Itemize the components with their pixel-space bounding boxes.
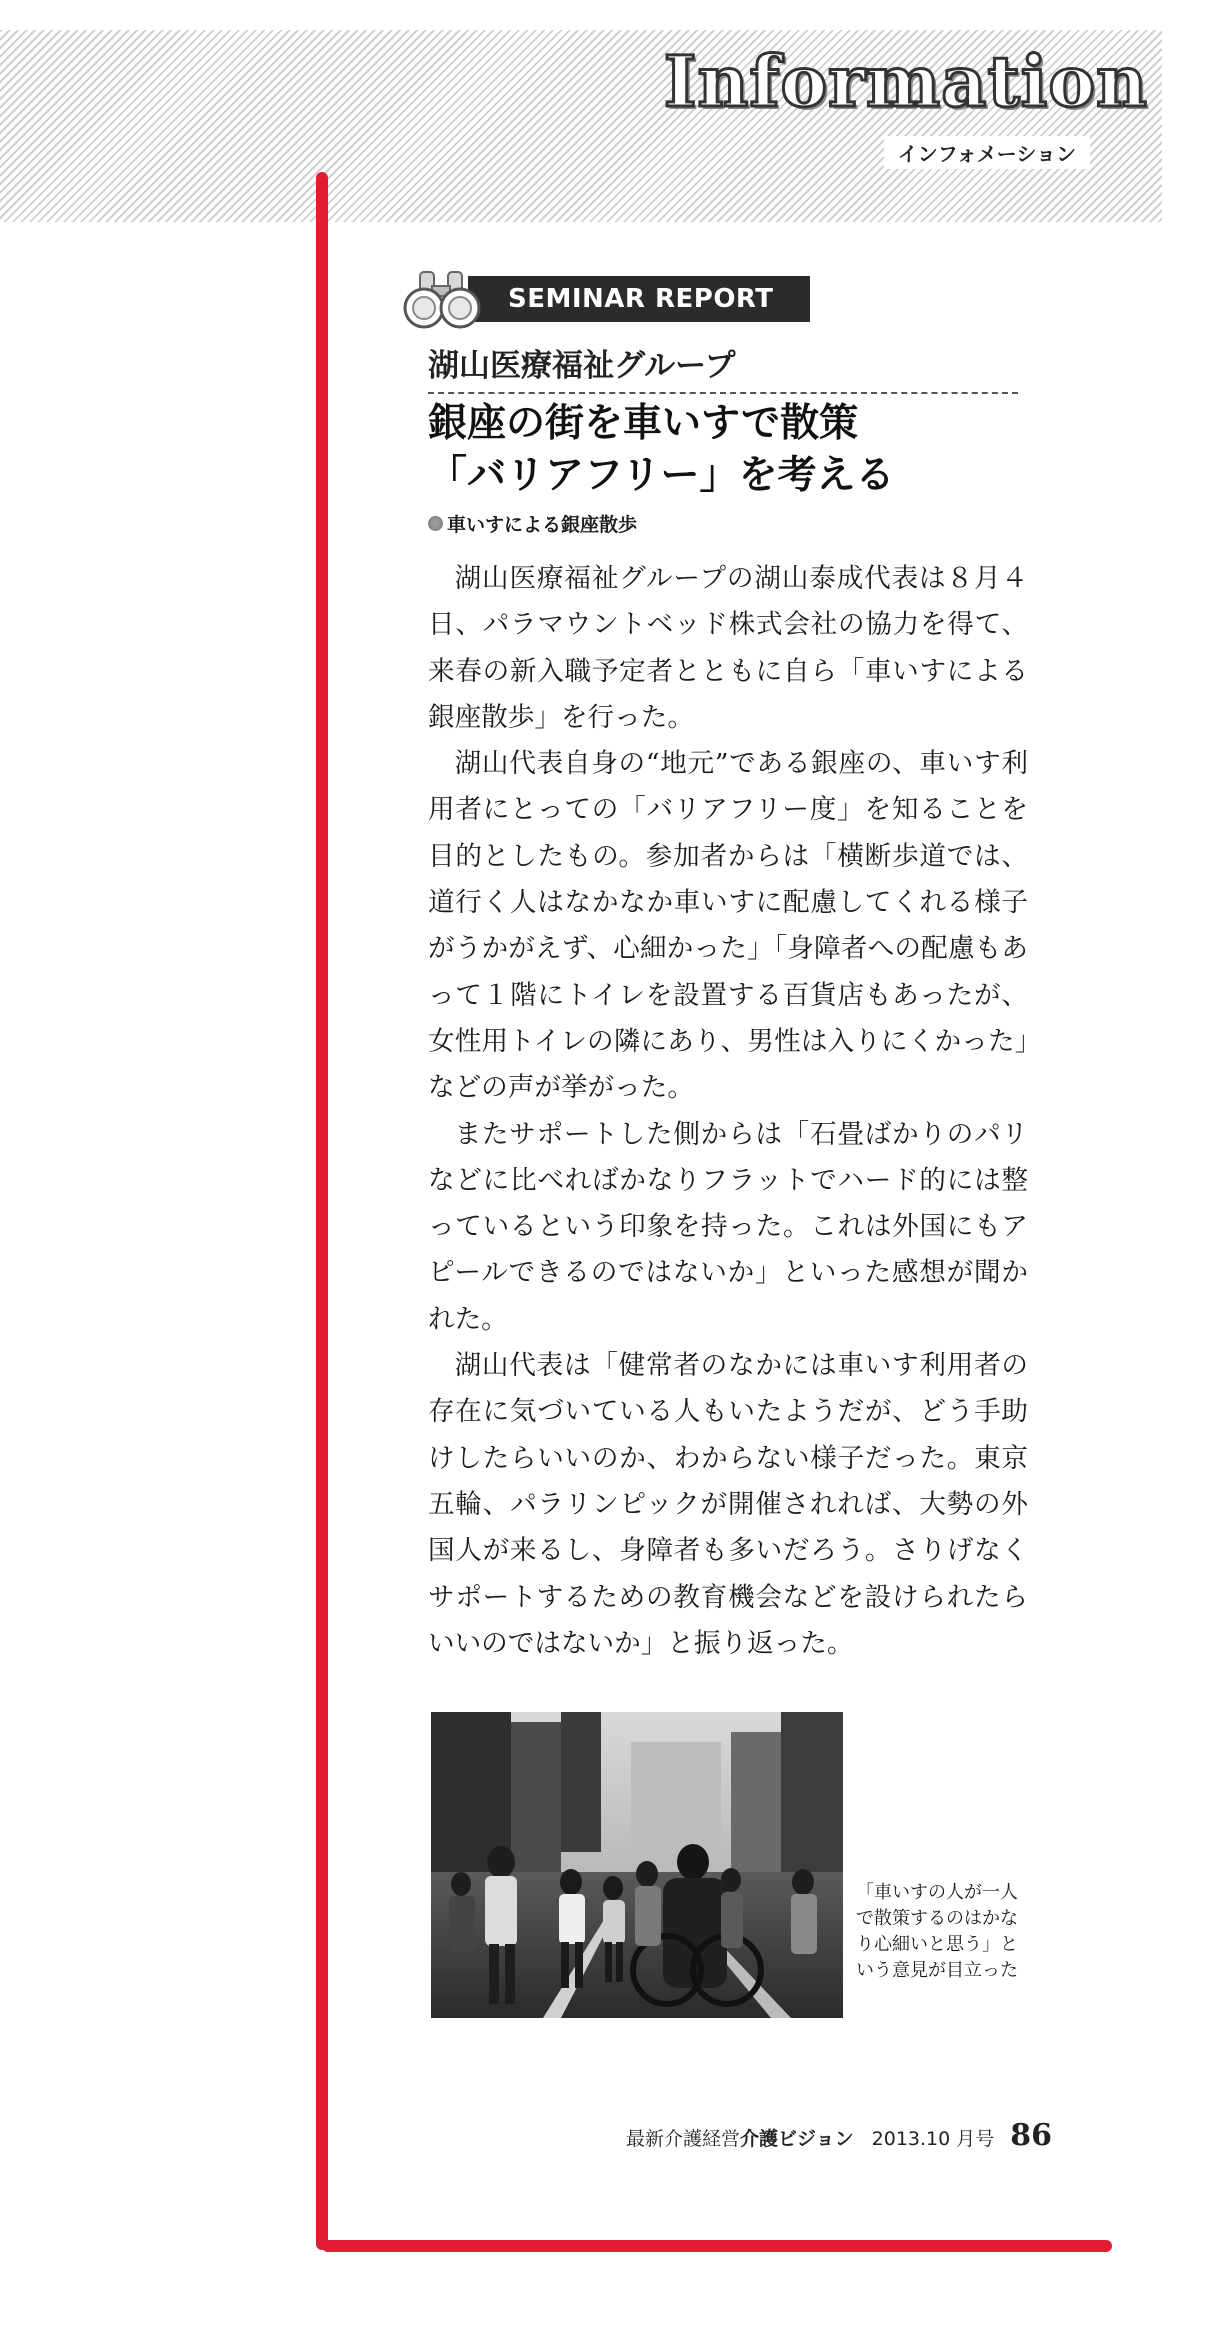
paragraph-4: 湖山代表は「健常者のなかには車いす利用者の存在に気づいている人もいたようだが、どう手助けしたらいいのか、わからない様子だった。東京五輪、パラリンピックが開催されれば、大勢の外国人が来るし、身障者も多いだろう。さりげなくサポートするための教育機会などを設けられたらいいのではないか」と振り返った。 bbox=[428, 1350, 1028, 1659]
page-footer bbox=[626, 2118, 1052, 2153]
organization-name: 湖山医療福祉グループ bbox=[428, 348, 736, 384]
badge-label: SEMINAR REPORT bbox=[468, 276, 810, 322]
paragraph-3: またサポートした側からは「石畳ばかりのパリなどに比べればかなりフラットでハード的には整っているという印象を持った。これは外国にもアピールできるのではないか」といった感想が聞かれた。 bbox=[428, 1118, 1028, 1335]
paragraph-2: 湖山代表自身の“地元”である銀座の、車いす利用者にとっての「バリアフリー度」を知ることを目的としたもの。参加者からは「横断歩道では、道行く人はなかなか車いすに配慮してくれる様子がうかがえず、心細かった」「身障者への配慮もあって１階にトイレを設置する百貨店もあったが、女性用トイレの隣にあり、男性は入りにくかった」などの声が挙がった。 bbox=[428, 748, 1028, 1104]
red-border-horizontal bbox=[322, 2240, 1112, 2252]
tagline bbox=[428, 510, 637, 537]
paragraph-1: 湖山医療福祉グループの湖山泰成代表は８月４日、パラマウントベッド株式会社の協力を得て、来春の新入職予定者とともに自ら「車いすによる銀座散歩」を行った。 bbox=[428, 563, 1028, 733]
tagline-text: 車いすによる銀座散歩 bbox=[447, 514, 638, 536]
page-number: 86 bbox=[1010, 2118, 1053, 2153]
street-photo-image bbox=[431, 1712, 843, 2018]
magazine-name bbox=[626, 2124, 854, 2151]
section-subtitle: インフォメーション bbox=[884, 136, 1090, 169]
bullet-dot-icon bbox=[428, 516, 443, 531]
binoculars-icon bbox=[402, 270, 488, 330]
headline bbox=[428, 398, 1028, 502]
issue-date: 2013.10 月号 bbox=[871, 2128, 995, 2150]
seminar-report-badge bbox=[402, 270, 810, 326]
headline-line-2: 「バリアフリー」を考える bbox=[428, 453, 895, 498]
dashed-divider bbox=[428, 392, 1018, 394]
article-body bbox=[428, 556, 1028, 1667]
magazine-title-bold: 介護ビジョン bbox=[740, 2128, 854, 2150]
photo-caption: 「車いすの人が一人で散策するのはかなり心細いと思う」という意見が目立った bbox=[856, 1882, 1018, 1981]
section-title: Information bbox=[663, 40, 1148, 123]
magazine-prefix: 最新介護経営 bbox=[626, 2128, 741, 2150]
street-photo bbox=[431, 1712, 843, 2018]
headline-line-1: 銀座の街を車いすで散策 bbox=[428, 401, 859, 446]
red-border-vertical bbox=[316, 172, 328, 2250]
